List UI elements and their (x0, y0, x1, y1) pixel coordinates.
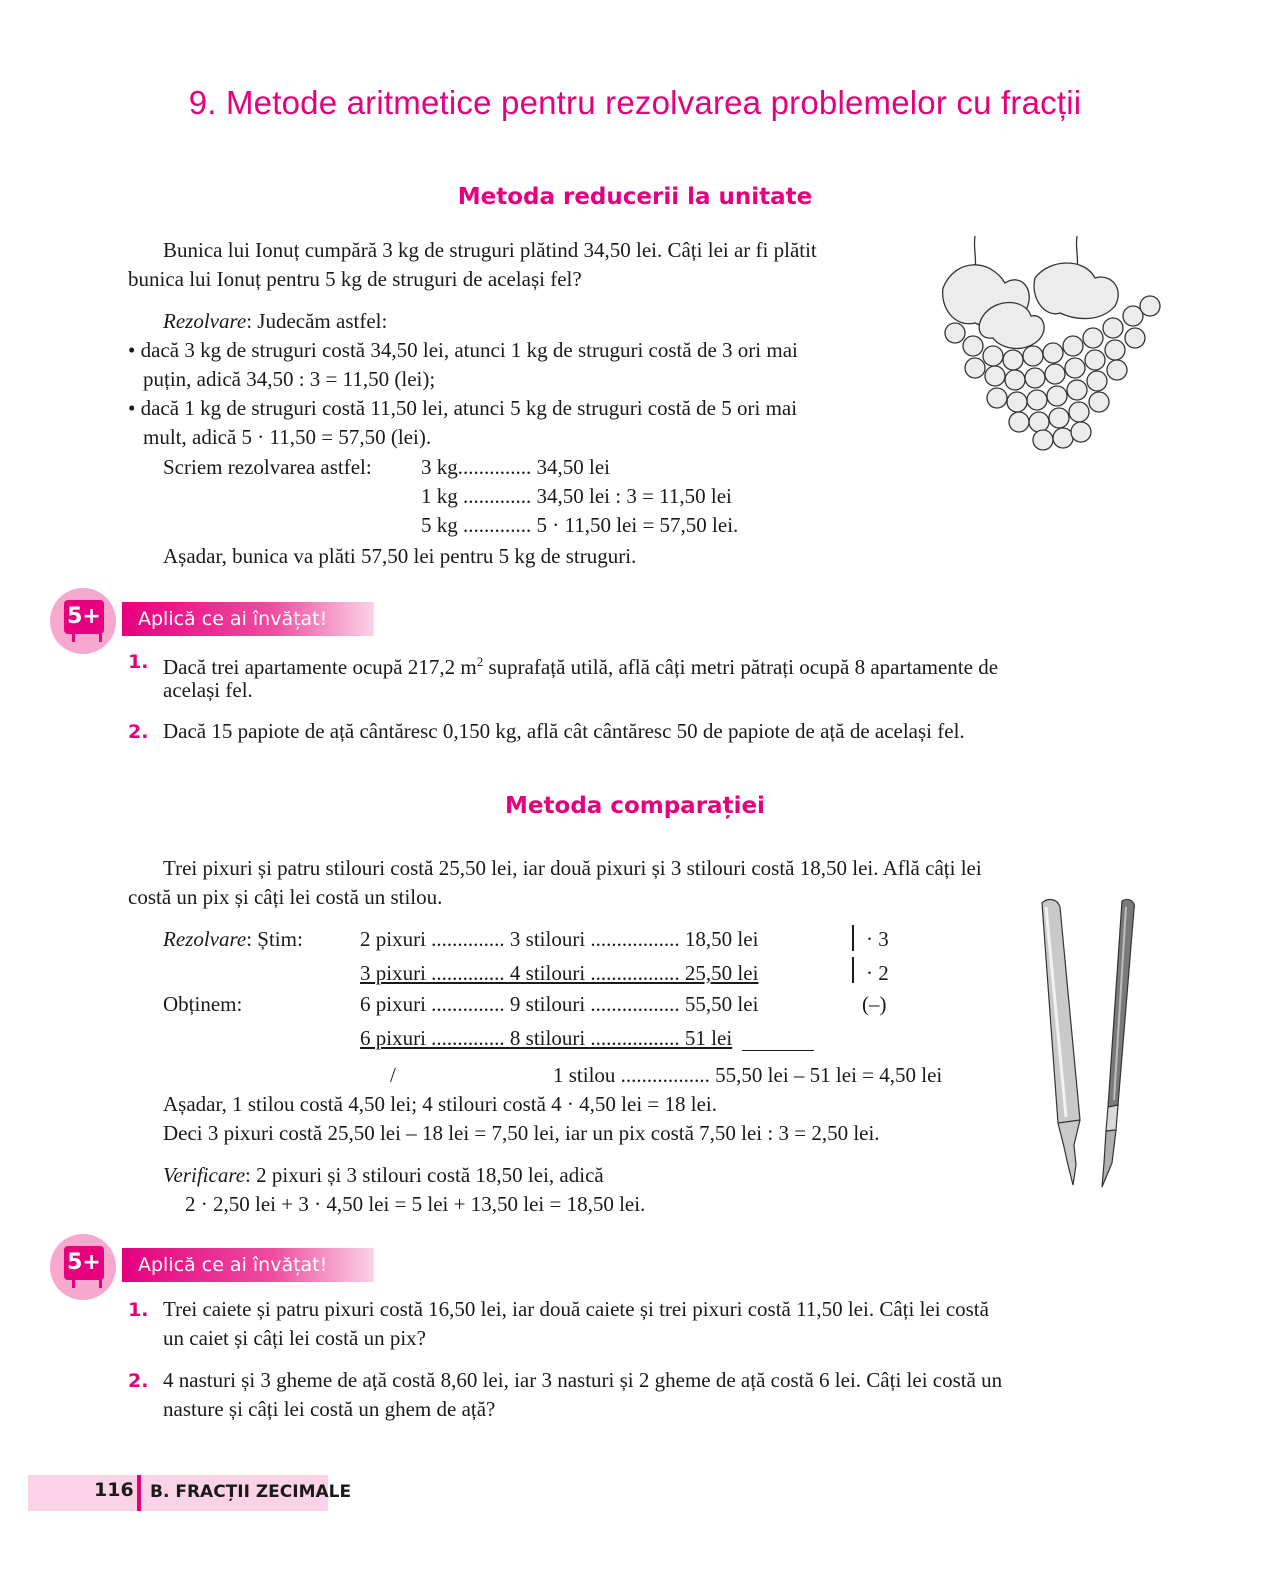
scheme-row1: 3 kg.............. 34,50 lei (421, 455, 610, 479)
solution1-intro (163, 307, 387, 336)
section-heading-comparatie: Metoda comparației (505, 793, 765, 819)
exercise4-line2: nasture și câți lei costă un ghem de ață? (163, 1397, 496, 1421)
apply-banner: Aplică ce ai învățat! (122, 602, 374, 636)
problem2-line2: costă un pix și câți lei costă un stilou. (128, 885, 443, 909)
obtain-label: Obținem: (163, 992, 243, 1016)
pens-illustration (1030, 895, 1150, 1195)
know-label: : Știm: (246, 927, 303, 951)
problem1-line1: Bunica lui Ionuț cumpără 3 kg de struguri plătind 34,50 lei. Câți lei ar fi plătit (163, 238, 817, 262)
row1-multiplier: · 3 (866, 927, 889, 951)
scheme-row2: 1 kg ............. 34,50 lei : 3 = 11,50 lei (421, 484, 732, 508)
exercise-number: 1. (128, 1299, 149, 1321)
exercise1-line2: același fel. (163, 678, 253, 702)
subtract-operator: (–) (862, 992, 887, 1016)
exercise3-line1: Trei caiete și patru pixuri costă 16,50 lei, iar două caiete și trei pixuri costă 11,50 lei. Câți lei costă (163, 1297, 989, 1321)
solution2-label (163, 925, 303, 954)
row-divider (852, 925, 854, 951)
page-number: 116 (94, 1479, 134, 1501)
footer-separator (137, 1475, 141, 1511)
check-text: : 2 pixuri și 3 stilouri costă 18,50 lei, adică (245, 1163, 604, 1187)
conclusion2-line1: Așadar, 1 stilou costă 4,50 lei; 4 stilouri costă 4 · 4,50 lei = 18 lei. (163, 1092, 717, 1116)
problem1-line2: bunica lui Ionuț pentru 5 kg de struguri de același fel? (128, 267, 582, 291)
badge-5plus: 5+ (64, 1246, 104, 1280)
bullet1-line2: puțin, adică 34,50 : 3 = 11,50 (lei); (143, 367, 436, 391)
exercise3-line2: un caiet și câți lei costă un pix? (163, 1326, 426, 1350)
exercise-number: 1. (128, 651, 149, 673)
exercise-number: 2. (128, 721, 149, 743)
exercise4-line1: 4 nasturi și 3 gheme de ață costă 8,60 lei, iar 3 nasturi și 2 gheme de ață costă 6 lei. Câți lei costă un (163, 1368, 1003, 1392)
apply-badge-1 (50, 588, 370, 650)
solution-label: Rezolvare (163, 927, 247, 951)
exercise1-line1 (163, 647, 998, 682)
row-divider (852, 957, 854, 983)
row5-slash: / (390, 1063, 396, 1087)
bullet1-line1: • dacă 3 kg de struguri costă 34,50 lei, atunci 1 kg de struguri costă de 3 ori mai (128, 338, 798, 362)
badge-5plus: 5+ (64, 600, 104, 634)
underline-extension (742, 1050, 814, 1051)
exercise1-text-a: Dacă trei apartamente ocupă 217,2 m (163, 655, 477, 679)
compare-row4: 6 pixuri .............. 8 stilouri ................. 51 lei (360, 1026, 733, 1050)
badge-easel-icon (72, 634, 102, 642)
badge-easel-icon (72, 1280, 102, 1288)
bullet2-line1: • dacă 1 kg de struguri costă 11,50 lei, atunci 5 kg de struguri costă de 5 ori mai (128, 396, 798, 420)
compare-row3: 6 pixuri .............. 9 stilouri ................. 55,50 lei (360, 992, 759, 1016)
exercise2-line1: Dacă 15 papiote de ață cântăresc 0,150 kg, află cât cântăresc 50 de papiote de ață de același fel. (163, 719, 965, 743)
check-line1 (163, 1161, 604, 1190)
bullet2-line2: mult, adică 5 · 11,50 = 57,50 (lei). (143, 425, 432, 449)
problem2-line1: Trei pixuri și patru stilouri costă 25,50 lei, iar două pixuri și 3 stilouri costă 18,50 lei. Află câți lei (163, 856, 982, 880)
row2-multiplier: · 2 (866, 961, 889, 985)
section-heading-unitate: Metoda reducerii la unitate (457, 184, 813, 210)
exercise1-text-b: suprafață utilă, află câți metri pătrați ocupă 8 apartamente de (483, 655, 999, 679)
exercise1-superscript: 2 (476, 654, 484, 669)
conclusion1: Așadar, bunica va plăti 57,50 lei pentru 5 kg de struguri. (163, 544, 637, 568)
apply-banner: Aplică ce ai învățat! (122, 1248, 374, 1282)
compare-row1: 2 pixuri .............. 3 stilouri ................. 18,50 lei (360, 927, 759, 951)
footer-section-label: B. FRACȚII ZECIMALE (150, 1482, 352, 1502)
compare-row5: 1 stilou ................. 55,50 lei – 51 lei = 4,50 lei (553, 1063, 943, 1087)
solution-label: Rezolvare (163, 309, 247, 333)
check-label: Verificare (163, 1163, 246, 1187)
conclusion2-line2: Deci 3 pixuri costă 25,50 lei – 18 lei = 7,50 lei, iar un pix costă 7,50 lei : 3 = 2,50 lei. (163, 1121, 880, 1145)
apply-badge-2 (50, 1234, 370, 1296)
exercise-number: 2. (128, 1370, 149, 1392)
compare-row2: 3 pixuri .............. 4 stilouri ................. 25,50 lei (360, 961, 759, 985)
scheme-row3: 5 kg ............. 5 · 11,50 lei = 57,50 lei. (421, 513, 739, 537)
solution-intro-text: : Judecăm astfel: (246, 309, 388, 333)
grapes-illustration (935, 228, 1170, 453)
scheme-label: Scriem rezolvarea astfel: (163, 455, 372, 479)
check-line2: 2 · 2,50 lei + 3 · 4,50 lei = 5 lei + 13,50 lei = 18,50 lei. (185, 1192, 646, 1216)
page-title: 9. Metode aritmetice pentru rezolvarea problemelor cu fracții (188, 84, 1082, 121)
